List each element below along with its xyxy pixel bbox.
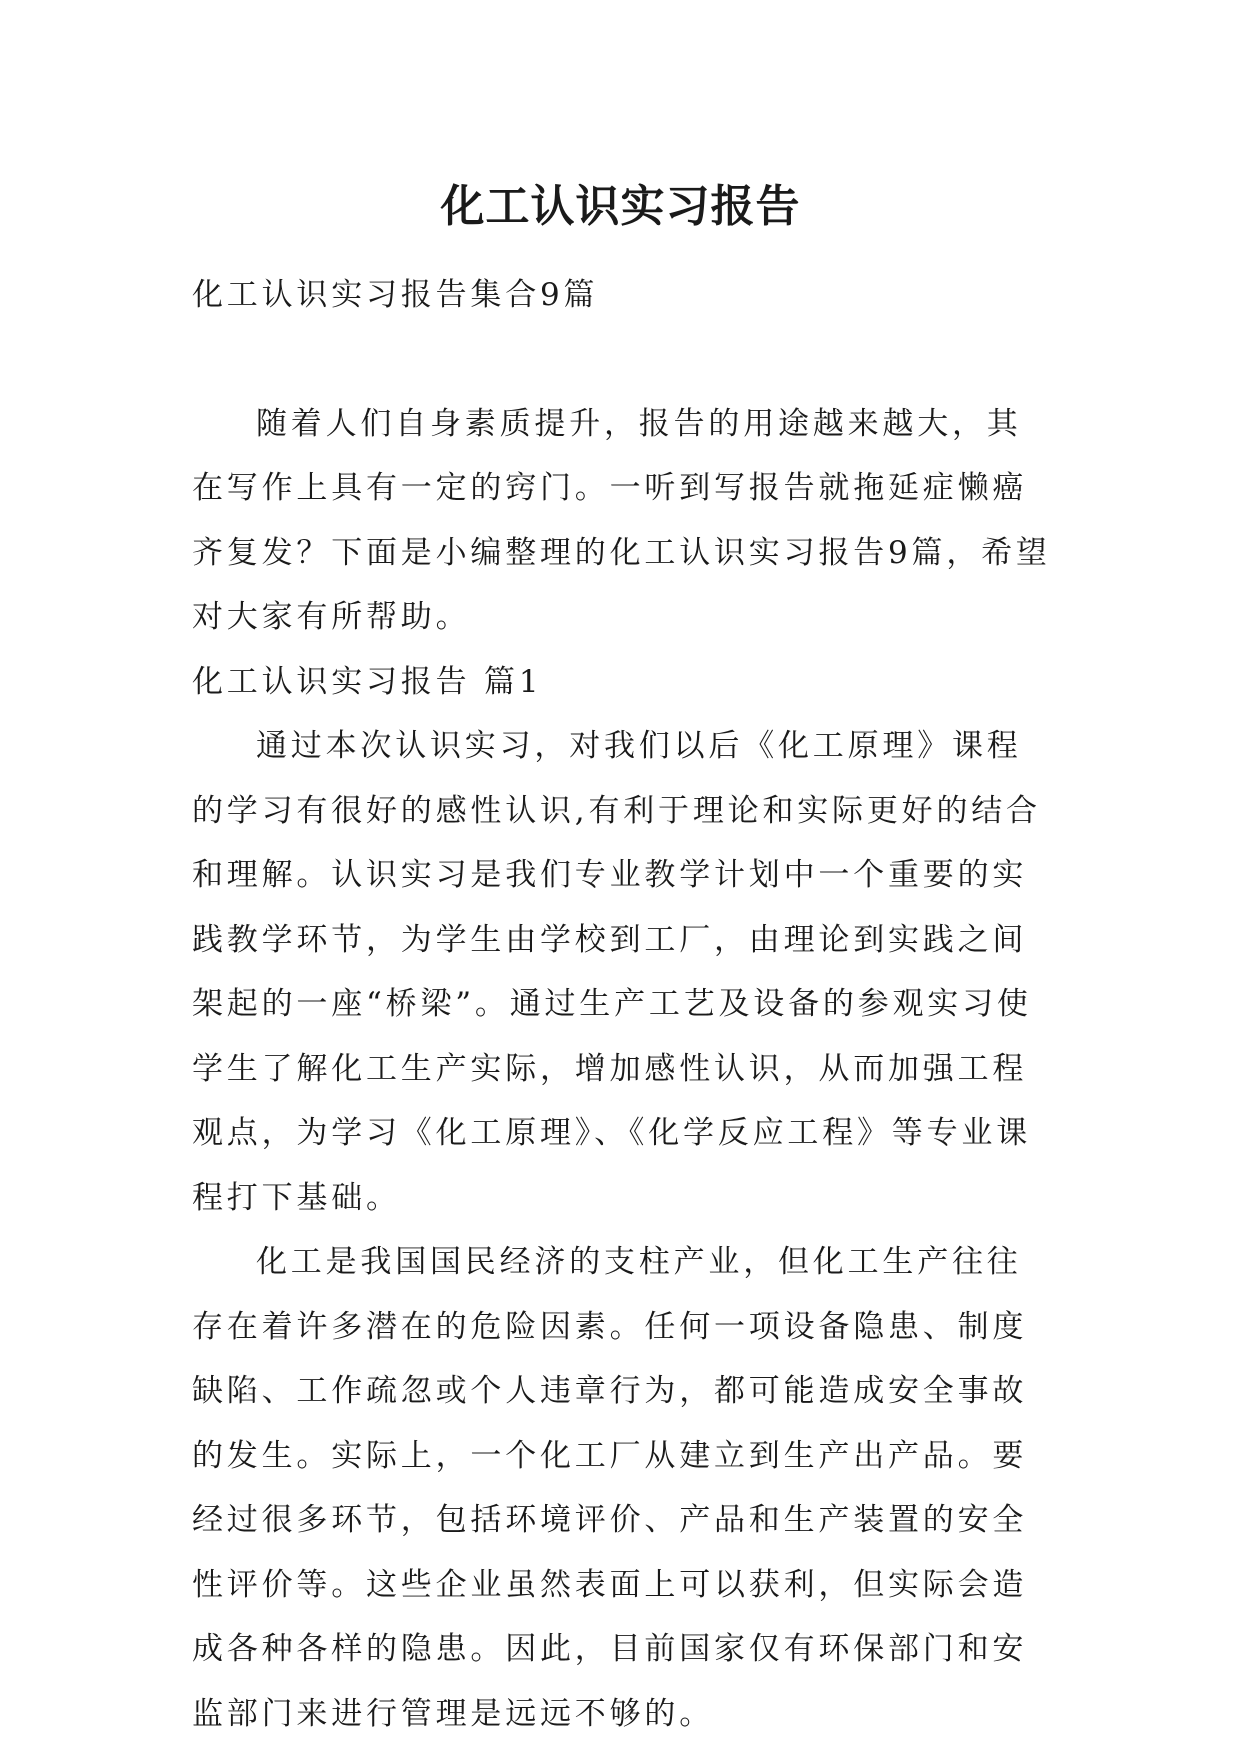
- document-subtitle: 化工认识实习报告集合9篇: [192, 277, 599, 313]
- body-paragraph-1: 通过本次认识实习，对我们以后《化工原理》课程的学习有很好的感性认识,有利于理论和实际更好的结合和理解。认识实习是我们专业教学计划中一个重要的实践教学环节，为学生由学校到工厂，由理论到实践之间架起的一座“桥梁”。通过生产工艺及设备的参观实习使学生了解化工生产实际，增加感性认识，从而加强工程观点，为学习《化工原理》、《化学反应工程》等专业课程打下基础。: [192, 728, 1041, 1216]
- section-heading: 化工认识实习报告 篇1: [192, 663, 543, 700]
- body-paragraph-2: 化工是我国国民经济的支柱产业，但化工生产往往存在着许多潜在的危险因素。任何一项设备隐患、制度缺陷、工作疏忽或个人违章行为，都可能造成安全事故的发生。实际上，一个化工厂从建立到生产出产品。要经过很多环节，包括环境评价、产品和生产装置的安全性评价等。这些企业虽然表面上可以获利，但实际会造成各种各样的隐患。因此，目前国家仅有环保部门和安监部门来进行管理是远远不够的。: [192, 1244, 1028, 1732]
- document-title: 化工认识实习报告: [440, 181, 801, 233]
- intro-paragraph: 随着人们自身素质提升，报告的用途越来越大，其在写作上具有一定的窍门。一听到写报告就拖延症懒癌齐复发？下面是小编整理的化工认识实习报告9篇，希望对大家有所帮助。: [192, 405, 1051, 635]
- document-body: [192, 263, 1052, 1746]
